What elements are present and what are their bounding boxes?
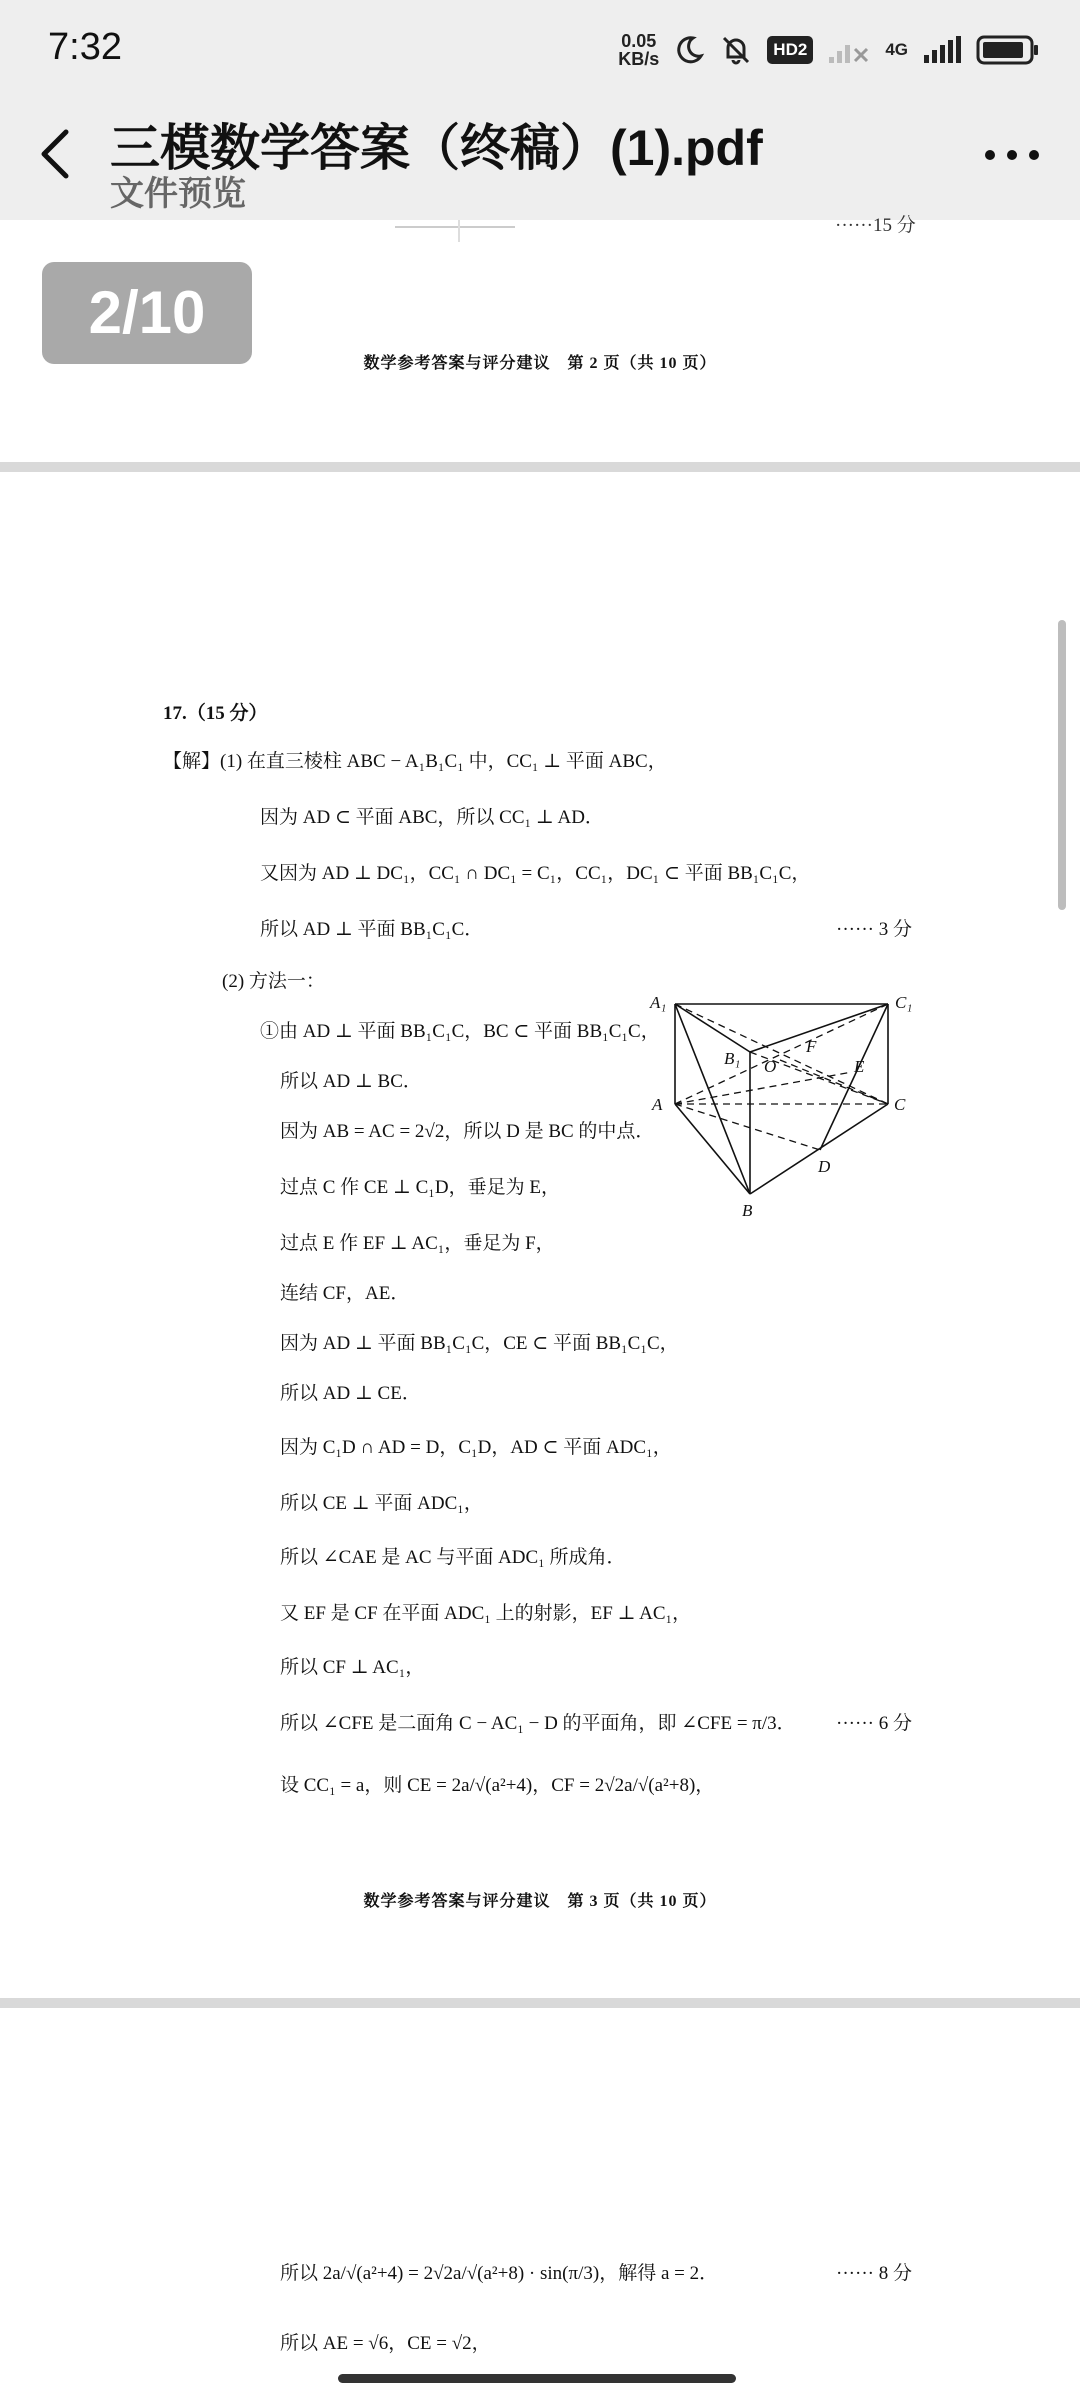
solution-line: 所以 CF ⊥ AC₁， — [280, 1657, 425, 1678]
bell-off-icon — [719, 33, 753, 67]
label-f: F — [806, 1037, 817, 1056]
pdf-page-3 — [0, 472, 1080, 1998]
pdf-page-4 — [0, 2008, 1080, 2400]
status-icons — [618, 26, 1040, 74]
home-indicator[interactable] — [338, 2374, 736, 2383]
solution-line: 因为 AD ⊥ 平面 BB₁C₁C，CE ⊂ 平面 BB₁C₁C， — [280, 1333, 679, 1354]
figure-fragment — [395, 226, 515, 228]
figure-fragment-tick — [458, 220, 460, 242]
solution-line: 所以 2a/√(a²+4) = 2√2a/√(a²+8) · sin(π/3)，解得 a = 2． — [280, 2263, 719, 2284]
solution-line: 所以 ∠CAE 是 AC 与平面 ADC₁ 所成角． — [280, 1547, 626, 1568]
label-o: O — [764, 1057, 777, 1076]
solution-line: 所以 ∠CFE 是二面角 C − AC₁ − D 的平面角，即 ∠CFE = π/3． — [280, 1713, 796, 1734]
signal-icon — [922, 35, 962, 65]
label-b1: B₁ — [724, 1049, 741, 1068]
solution-line: 因为 C₁D ∩ AD = D，C₁D，AD ⊂ 平面 ADC₁， — [280, 1437, 672, 1458]
document-title: 三模数学答案（终稿）(1).pdf — [110, 120, 763, 176]
app-bar — [0, 100, 1080, 220]
more-options-icon[interactable] — [984, 148, 1040, 162]
label-a1: A₁ — [650, 993, 667, 1012]
label-b: B — [742, 1201, 753, 1220]
score-marker: ······ 3 分 — [836, 919, 912, 940]
solution-line: 因为 AB = AC = 2√2，所以 D 是 BC 的中点． — [280, 1121, 655, 1142]
page-footer: 数学参考答案与评分建议 第 2 页（共 10 页） — [363, 355, 717, 372]
document-subtitle: 文件预览 — [110, 175, 246, 213]
signal-weak-icon — [827, 35, 871, 65]
solution-line: ①由 AD ⊥ 平面 BB₁C₁C，BC ⊂ 平面 BB₁C₁C， — [260, 1021, 660, 1042]
battery-icon — [976, 34, 1040, 66]
prism-figure — [640, 992, 930, 1252]
hd-badge: HD2 — [767, 36, 813, 64]
label-a: A — [652, 1095, 663, 1114]
solution-line: 又 EF 是 CF 在平面 ADC₁ 上的射影，EF ⊥ AC₁， — [280, 1603, 692, 1624]
solution-line: 设 CC₁ = a，则 CE = 2a/√(a²+4)，CF = 2√2a/√(a²+8)， — [280, 1775, 715, 1796]
page-indicator: 2/10 — [42, 262, 252, 364]
solution-line: 又因为 AD ⊥ DC₁，CC₁ ∩ DC₁ = C₁，CC₁，DC₁ ⊂ 平面 BB₁C₁C， — [260, 863, 811, 884]
solution-line: 连结 CF，AE． — [280, 1283, 410, 1304]
network-speed: 0.05 KB/s — [618, 31, 660, 69]
score-marker: ······ 6 分 — [836, 1713, 912, 1734]
page-separator — [0, 1998, 1080, 2008]
question-header: 17.（15 分） — [163, 703, 268, 724]
moon-icon — [673, 34, 705, 66]
score-marker: ······ 8 分 — [836, 2263, 912, 2284]
solution-line: 所以 AD ⊥ BC． — [280, 1071, 422, 1092]
solution-line: 所以 AD ⊥ CE． — [280, 1383, 421, 1404]
page-footer: 数学参考答案与评分建议 第 3 页（共 10 页） — [363, 1893, 717, 1910]
label-d: D — [818, 1157, 831, 1176]
solution-line: (2) 方法一： — [222, 971, 325, 992]
network-type: 4G — [885, 40, 908, 59]
solution-line: 所以 AD ⊥ 平面 BB₁C₁C． — [260, 919, 484, 940]
status-bar — [0, 0, 1080, 100]
solution-line: 所以 AE = √6，CE = √2， — [280, 2333, 491, 2354]
scrollbar[interactable] — [1058, 620, 1066, 910]
label-e: E — [854, 1057, 865, 1076]
label-c1: C₁ — [895, 993, 913, 1012]
label-c: C — [894, 1095, 906, 1114]
back-arrow-icon[interactable] — [30, 122, 80, 182]
solution-line: 所以 CE ⊥ 平面 ADC₁， — [280, 1493, 483, 1514]
solution-line: 因为 AD ⊂ 平面 ABC，所以 CC₁ ⊥ AD． — [260, 807, 604, 828]
solution-line: 过点 C 作 CE ⊥ C₁D，垂足为 E， — [280, 1177, 560, 1198]
solution-line: 过点 E 作 EF ⊥ AC₁，垂足为 F， — [280, 1233, 555, 1254]
score-marker: ······15 分 — [835, 215, 916, 236]
status-time: 7:32 — [48, 26, 122, 68]
solution-line: 【解】(1) 在直三棱柱 ABC − A₁B₁C₁ 中，CC₁ ⊥ 平面 ABC， — [163, 751, 667, 772]
page-separator — [0, 462, 1080, 472]
